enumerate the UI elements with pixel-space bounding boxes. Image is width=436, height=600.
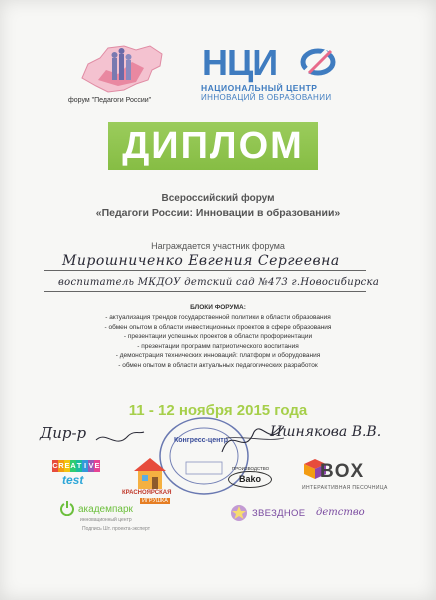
signature-caption: Подпись Шт. проекта-эксперт	[82, 526, 150, 532]
list-item: - обмен опытом в области актуальных педагогических разработок	[118, 361, 318, 369]
creative-letter: E	[94, 461, 100, 470]
igrushka-logo-text: ИГРУШКА	[142, 498, 168, 504]
right-signature: Ишнякова В.В.	[270, 424, 382, 440]
bako-logo: Bako	[228, 471, 272, 488]
bako-caption: ПРОИЗВОДСТВО	[232, 466, 270, 471]
star-logo-icon	[230, 504, 248, 522]
zvezdnoe-logo-text: ЗВЕЗДНОЕ	[252, 508, 306, 519]
position-underline	[44, 291, 366, 292]
nci-logo-line1: НАЦИОНАЛЬНЫЙ ЦЕНТР	[201, 83, 318, 93]
event-line1: Всероссийский форум	[161, 193, 275, 204]
list-item: - актуализация трендов государственной политики в области образования	[105, 314, 331, 321]
creative-letter: R	[58, 461, 64, 470]
recipient-name: Мирошниченко Евгения Сергеевна	[62, 253, 340, 269]
left-signature: Дир-р	[40, 424, 87, 442]
creative-letter: T	[76, 461, 82, 470]
detstvo-logo-text: детство	[316, 507, 365, 518]
list-item: - презентации программ патриотического воспитания	[137, 342, 299, 350]
recipient-position: воспитатель МКДОУ детский сад №473 г.Новосибирска	[58, 277, 380, 288]
awarded-text: Награждается участник форума	[151, 241, 285, 251]
akadempark-logo-text: академпарк	[78, 504, 133, 515]
russia-map-logo-icon	[78, 40, 166, 96]
krasnoyarsk-logo-text: КРАСНОЯРСКАЯ	[122, 490, 172, 496]
toy-house-icon	[130, 455, 170, 491]
nci-logo-line2: ИННОВАЦИЙ В ОБРАЗОВАНИИ	[201, 93, 332, 102]
creative-letter: I	[83, 461, 87, 470]
power-icon	[60, 500, 74, 516]
forum-logo-caption: форум "Педагоги России"	[68, 97, 152, 104]
box-subtitle: ИНТЕРАКТИВНАЯ ПЕСОЧНИЦА	[302, 485, 388, 491]
creative-letter: C	[52, 461, 58, 470]
name-underline	[44, 270, 366, 271]
creative-test-word: test	[62, 473, 84, 487]
blocks-title: БЛОКИ ФОРУМА:	[190, 304, 246, 311]
akadempark-subtitle: инновационный центр	[80, 517, 132, 523]
diploma-banner	[108, 122, 318, 170]
diploma-title: ДИПЛОМ	[122, 125, 304, 167]
creative-logo	[52, 460, 100, 472]
creative-letter: A	[70, 461, 76, 470]
stamp-text: Конгресс-центр	[174, 437, 229, 444]
creative-letter: E	[64, 461, 70, 470]
blocks-list	[0, 313, 436, 370]
left-signature-stroke-icon	[36, 420, 146, 456]
nci-logo-letters: НЦИ	[202, 42, 278, 83]
creative-letter: V	[88, 461, 94, 470]
event-line2: «Педагоги России: Инновации в образовании»	[95, 207, 341, 219]
box-logo-text: BOX	[320, 461, 365, 482]
nci-logo-mark-icon	[299, 47, 337, 77]
event-date: 11 - 12 ноября 2015 года	[128, 402, 308, 419]
list-item: - презентации успешных проектов в области профориентации	[123, 333, 313, 340]
list-item: - обмен опытом в области инвестиционных проектов в сфере образования	[104, 323, 332, 331]
list-item: - демонстрация технических инноваций: платформ и оборудования	[115, 352, 321, 359]
